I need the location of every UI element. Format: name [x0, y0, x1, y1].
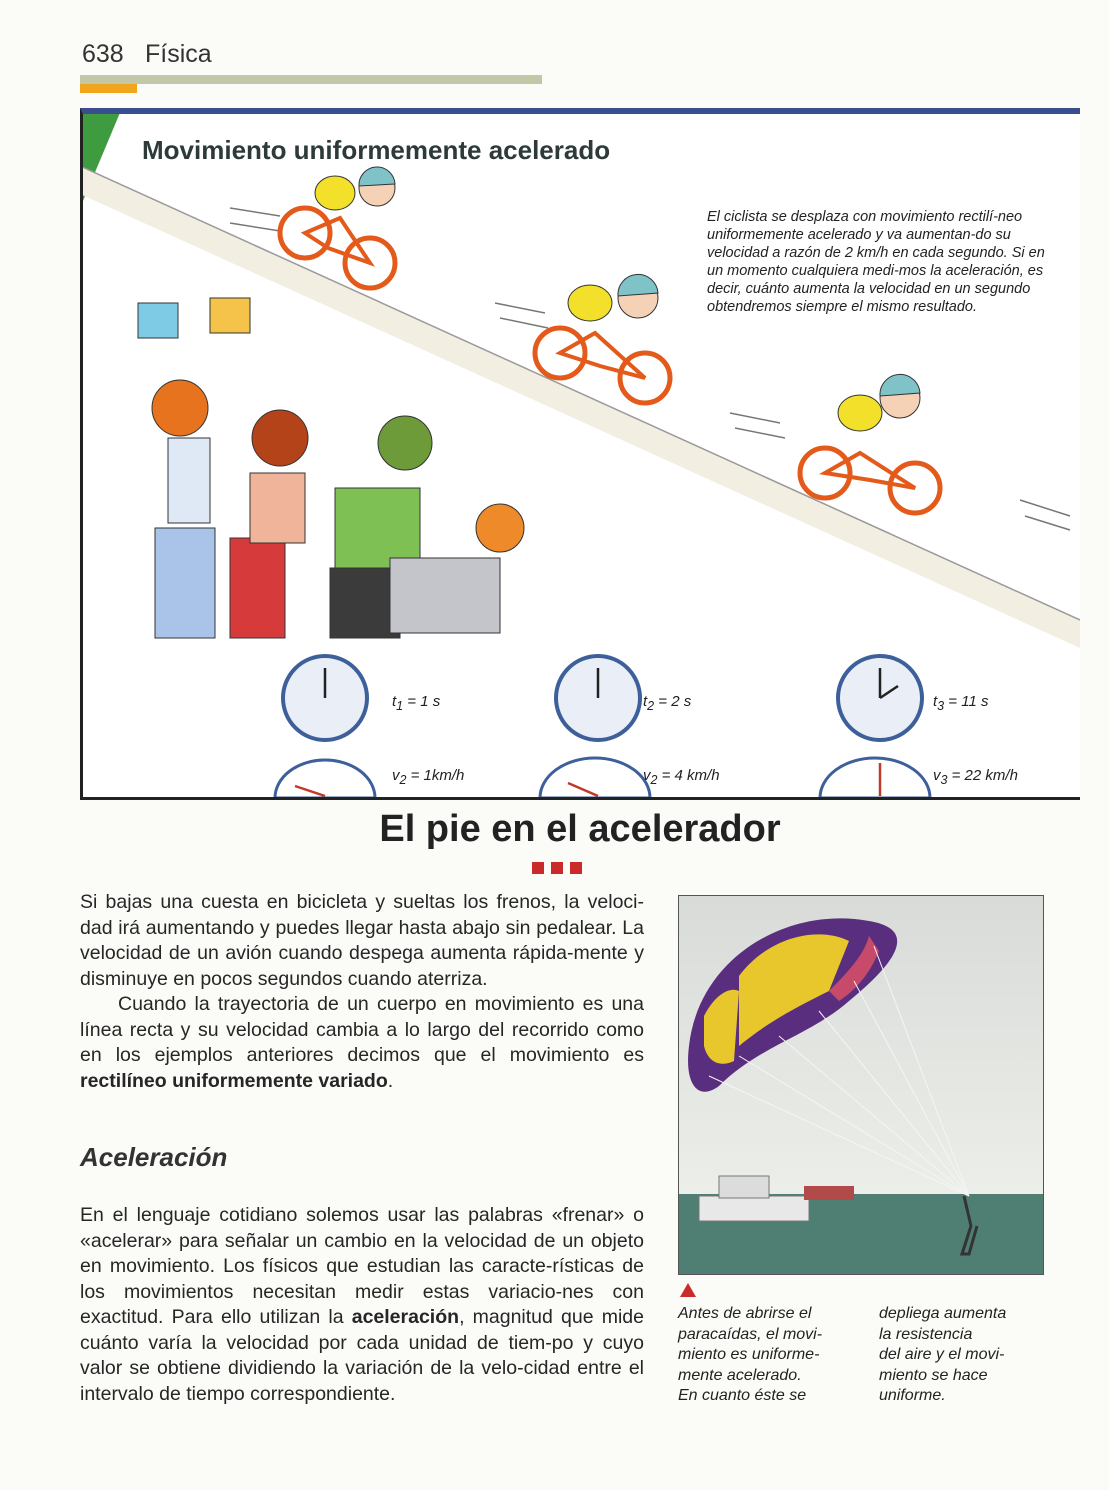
section-title: Aceleración: [80, 1142, 228, 1172]
photo-caption-col-1: Antes de abrirse el paracaídas, el movi- miento es uniforme- mente acelerado. En cuanto éste se: [678, 1305, 823, 1404]
paragraph-1: Si bajas una cuesta en bicicleta y sueltas los frenos, la veloci-dad irá aumentando y puedes llegar hasta abajo sin pedalear. La velocidad de un avión cuando despega aumenta rápida-mente y disminuye en pocos segundos cuando aterriza.: [80, 891, 644, 990]
caption-triangle-icon: [680, 1283, 696, 1297]
time-label-2: $t_2 = 2$ s: [643, 693, 692, 713]
paragraph-3: En el lenguaje cotidiano solemos usar las palabras «frenar» o «acelerar» para señalar un cambio en la velocidad de un objeto en movimiento. Los físicos que estudian las caracte-rísticas de los movimientos necesitan medir estas variacio-nes con exactitud. Para ello utilizan la aceleración, magnitud que mide cuánto varía la velocidad por cada unidad de tiem-po y cuyo valor se obtiene dividiendo la variación de la velo-cidad entre el intervalo de tiempo correspondiente.: [80, 1204, 644, 1405]
cyclist-icon: [800, 374, 940, 513]
subject-title: Física: [145, 40, 212, 68]
velocity-label-2: $v_2 = 4$ km/h: [643, 767, 720, 787]
velocity-label-1: $v_2 = 1km/h$: [392, 767, 465, 787]
section-body: [80, 1203, 644, 1407]
article-intro: [80, 890, 644, 1094]
time-label-3: $t_3 = 11$ s: [933, 693, 989, 713]
page-number: 638: [82, 40, 124, 68]
bold-term: aceleración: [351, 1306, 460, 1328]
velocity-label-3: $v_3 = 22$ km/h: [933, 767, 1018, 787]
bold-term: rectilíneo uniformemente variado: [80, 1069, 388, 1092]
illustration-caption: El ciclista se desplaza con movimiento rectilí-neo uniformemente acelerado y va aumentan-do su velocidad a razón de 2 km/h en cada segundo. Si en un momento cualquiera medi-mos la aceleración, es decir, cuánto aumenta la velocidad en un segundo obtendremos siempre el mismo resultado.: [707, 209, 1045, 315]
decorative-square-icon: [551, 862, 563, 874]
time-label-1: $t_1 = 1$ s: [392, 693, 441, 713]
stopwatch-icon: [283, 656, 922, 740]
paragraph-2: Cuando la trayectoria de un cuerpo en movimiento es una línea recta y su velocidad cambia a lo largo del recorrido como en los ejemplos anteriores decimos que el movimiento es rectilíneo uniformemente variado.: [80, 993, 644, 1092]
header-accent: [80, 84, 137, 93]
speedometer-icon: [275, 758, 930, 798]
decorative-square-icon: [532, 862, 544, 874]
decorative-square-icon: [570, 862, 582, 874]
parasail-photo: [678, 895, 1044, 1275]
illustration-title: Movimiento uniformemente acelerado: [142, 135, 611, 165]
photo-caption-col-2: depliega aumenta la resistencia del aire y el movi- miento se hace uniforme.: [879, 1305, 1007, 1404]
article-title: El pie en el acelerador: [379, 808, 781, 850]
header-rule: [80, 75, 542, 84]
